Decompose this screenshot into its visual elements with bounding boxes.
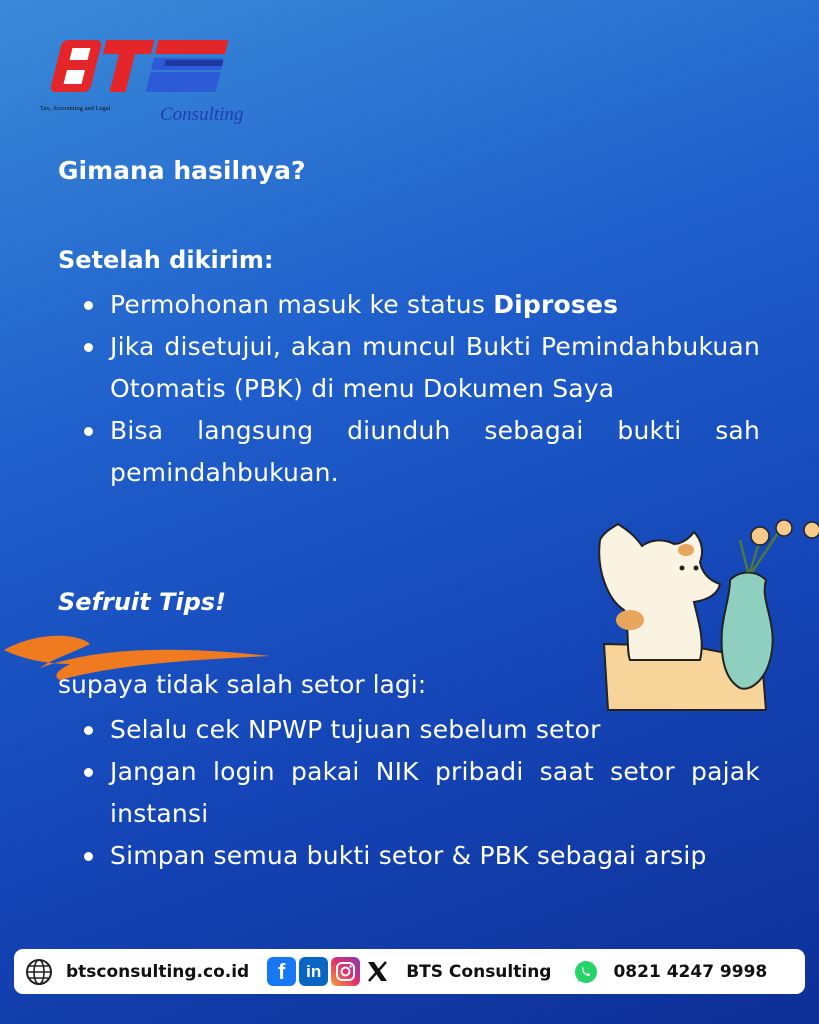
status-label: Diproses bbox=[493, 290, 619, 319]
list-item: Bisa langsung diunduh sebagai bukti sah pemindahbukuan. bbox=[58, 410, 760, 494]
list-item: Selalu cek NPWP tujuan sebelum setor bbox=[58, 709, 760, 751]
whatsapp-icon[interactable] bbox=[573, 959, 599, 985]
page-title: Gimana hasilnya? bbox=[58, 156, 306, 185]
list-item: Jangan login pakai NIK pribadi saat setor pajak instansi bbox=[58, 751, 760, 835]
tips-list bbox=[58, 709, 760, 877]
linkedin-icon[interactable]: in bbox=[299, 957, 328, 986]
sent-heading: Setelah dikirim: bbox=[58, 246, 274, 274]
logo-tagline: Tax, Accounting and Legal bbox=[40, 105, 111, 112]
list-item: Simpan semua bukti setor & PBK sebagai arsip bbox=[58, 835, 760, 877]
tips-heading: Sefruit Tips! bbox=[58, 588, 226, 616]
cat-vase-illustration bbox=[590, 510, 819, 715]
facebook-icon[interactable]: f bbox=[267, 957, 296, 986]
x-icon[interactable] bbox=[363, 957, 392, 986]
brand-name: BTS Consulting bbox=[406, 961, 552, 982]
sent-list bbox=[58, 284, 760, 494]
website-link[interactable]: btsconsulting.co.id bbox=[66, 961, 250, 982]
tips-intro: supaya tidak salah setor lagi: bbox=[58, 670, 427, 699]
social-icons bbox=[267, 957, 392, 986]
footer-bar bbox=[14, 949, 805, 994]
list-item: Jika disetujui, akan muncul Bukti Pemindahbukuan Otomatis (PBK) di menu Dokumen Saya bbox=[58, 326, 760, 410]
phone-number[interactable]: 0821 4247 9998 bbox=[613, 961, 768, 982]
logo-subtitle: Consulting bbox=[160, 104, 244, 125]
bts-logo bbox=[36, 34, 246, 129]
globe-icon[interactable] bbox=[24, 957, 54, 987]
instagram-icon[interactable] bbox=[331, 957, 360, 986]
list-item: Permohonan masuk ke status Diproses bbox=[58, 284, 760, 326]
